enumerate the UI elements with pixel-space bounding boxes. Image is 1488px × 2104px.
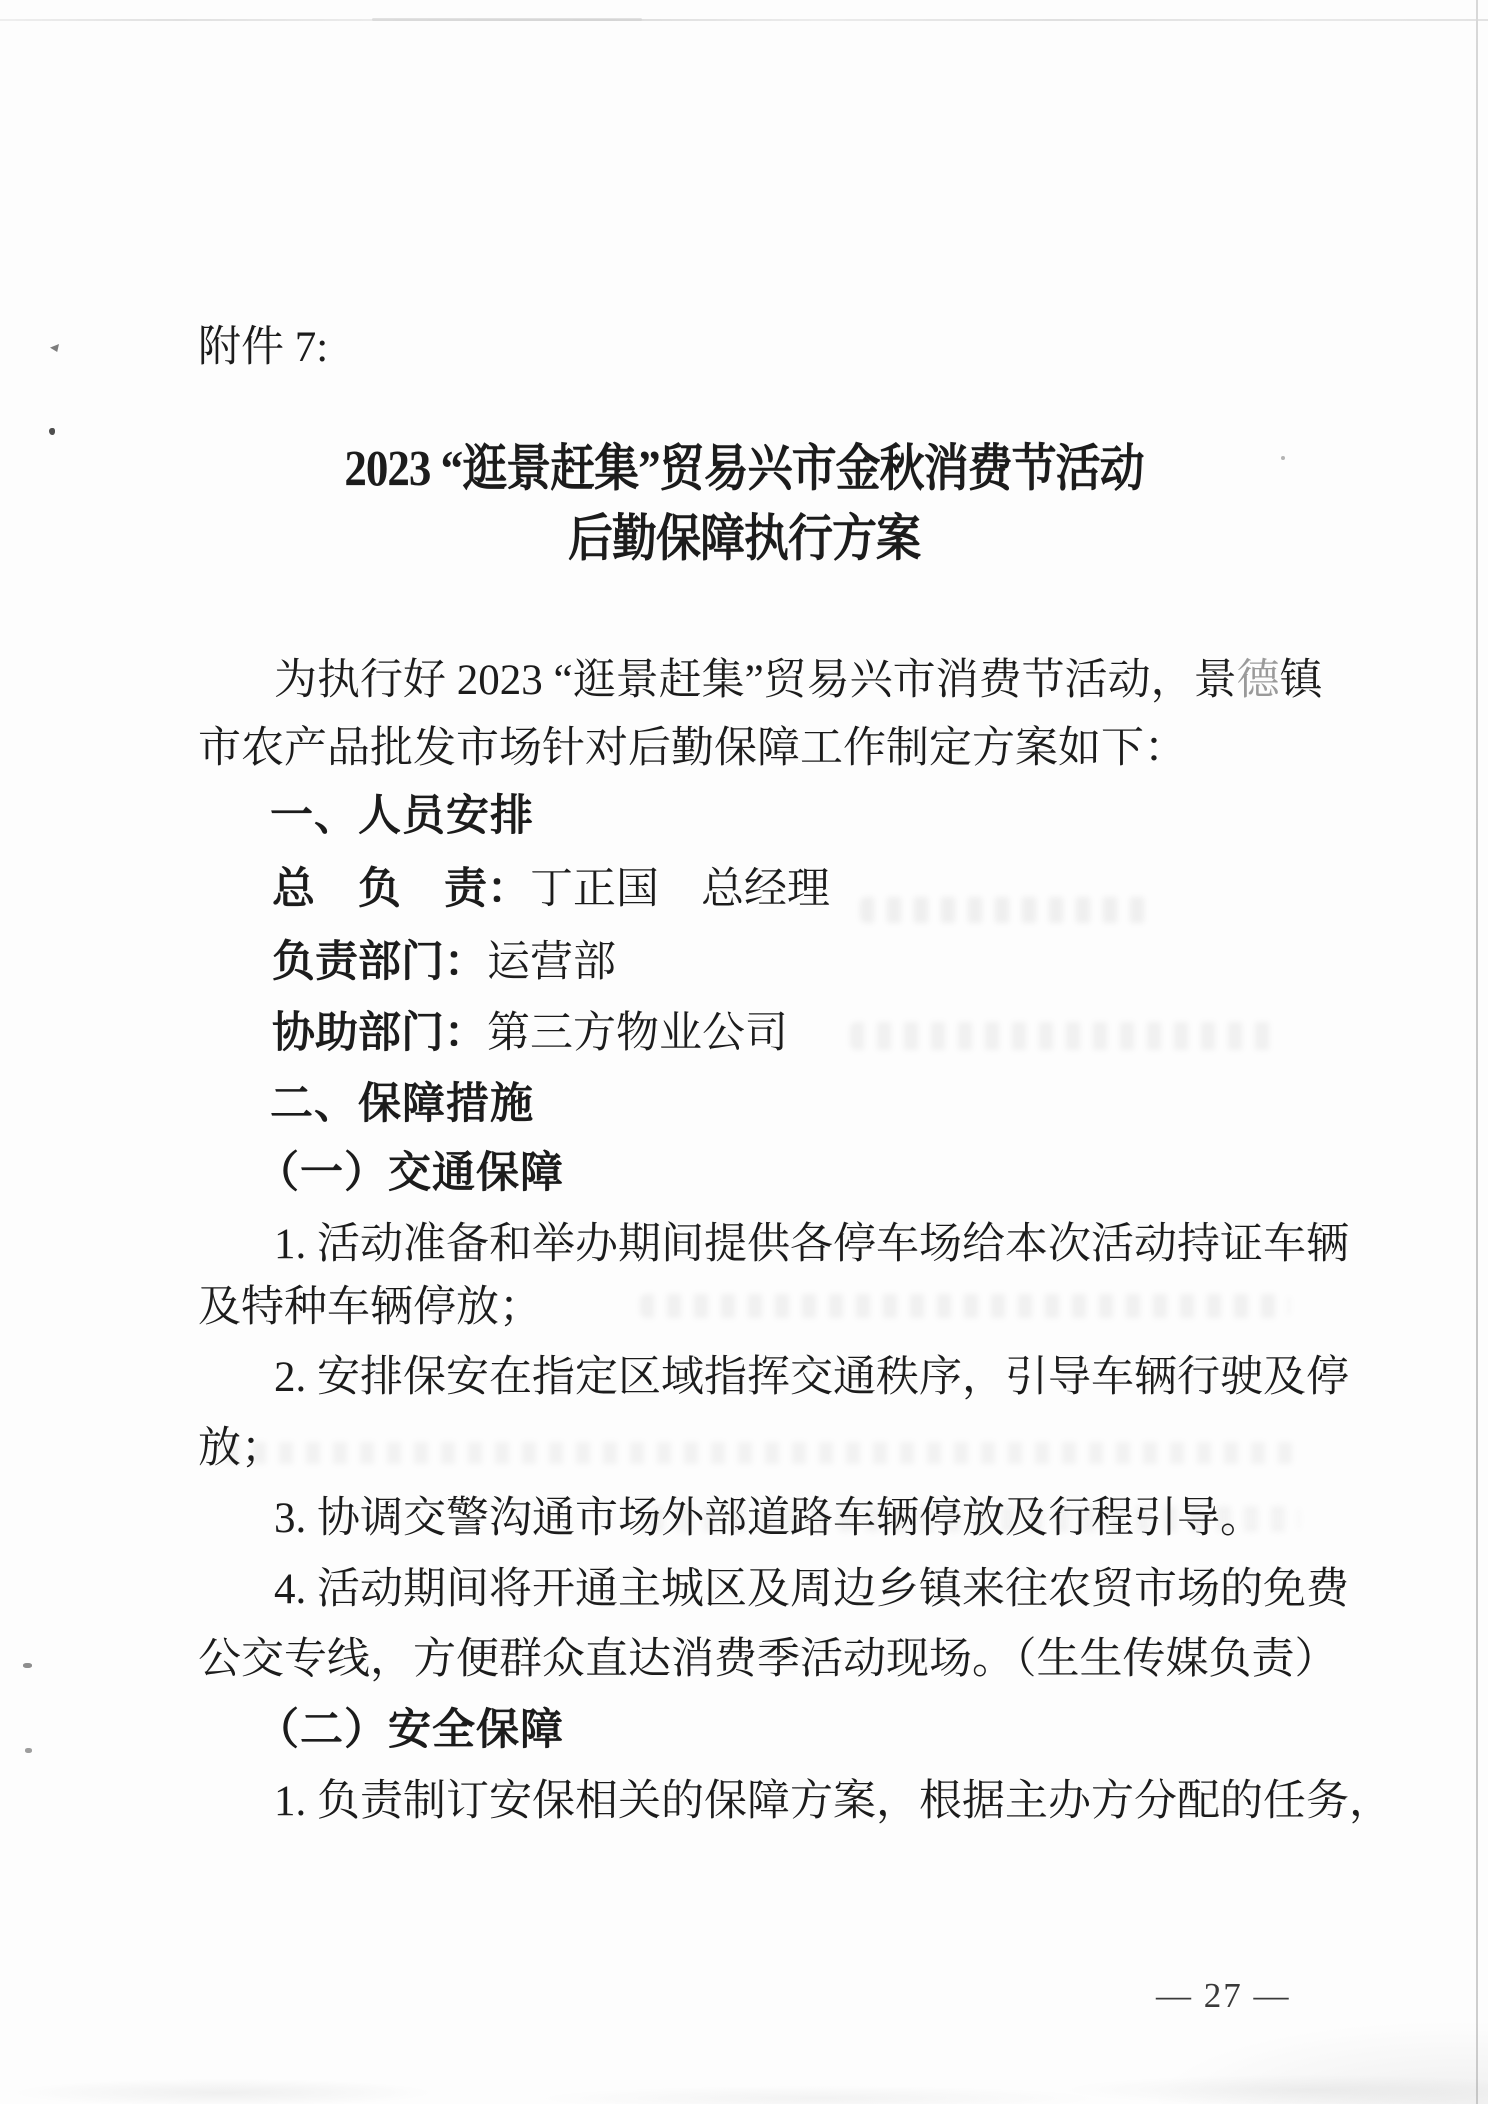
scan-top-edge-line <box>0 19 1488 21</box>
traffic-item1-line2: 及特种车辆停放； <box>198 1284 542 1331</box>
scan-right-edge-line <box>1476 0 1478 2104</box>
ink-bleed-smudge <box>860 897 1150 923</box>
traffic-item4-line2: 公交专线，方便群众直达消费季活动现场。（生生传媒负责） <box>198 1636 1338 1683</box>
scan-speck <box>25 1748 32 1753</box>
scan-speck <box>23 1663 32 1668</box>
document-title-line2: 后勤保障执行方案 <box>567 510 920 567</box>
lead-responsible-label: 总 负 责： <box>272 866 530 913</box>
section2-heading: 二、保障措施 <box>270 1080 534 1128</box>
scan-bottom-noise <box>0 2048 1488 2104</box>
attachment-label: 附件 7: <box>198 324 329 371</box>
intro-text: 镇 <box>1279 657 1323 704</box>
traffic-item2-line2: 放； <box>198 1425 284 1472</box>
traffic-item2-line1: 2. 安排保安在指定区域指挥交通秩序，引导车辆行驶及停 <box>274 1354 1349 1401</box>
scan-corner-shade <box>1150 2020 1488 2104</box>
assisting-department-value: 第三方物业公司 <box>487 1010 788 1057</box>
intro-text: 为执行好 2023 “逛景赶集”贸易兴市消费节活动，景 <box>274 657 1237 704</box>
scan-speck <box>50 344 59 352</box>
lead-responsible-title: 总经理 <box>701 866 830 913</box>
responsible-department-line <box>272 941 616 984</box>
subsection1-heading: （一）交通保障 <box>256 1150 564 1197</box>
intro-faded-character: 德 <box>1236 657 1280 704</box>
document-title-line1: 2023 “逛景赶集”贸易兴市金秋消费节活动 <box>344 440 1144 497</box>
section1-heading: 一、人员安排 <box>270 792 534 840</box>
assisting-department-label: 协助部门： <box>272 1010 487 1057</box>
traffic-item4-line1: 4. 活动期间将开通主城区及周边乡镇来往农贸市场的免费 <box>274 1566 1349 1613</box>
responsible-department-label: 负责部门： <box>272 939 487 986</box>
security-item1: 1. 负责制订安保相关的保障方案，根据主办方分配的任务， <box>274 1778 1392 1825</box>
ink-bleed-smudge <box>225 1442 1295 1464</box>
subsection2-heading: （二）安全保障 <box>256 1707 564 1754</box>
page-number: — 27 — <box>1156 1976 1291 2015</box>
ink-bleed-smudge <box>850 1022 1280 1050</box>
lead-responsible-name: 丁正国 <box>530 866 659 913</box>
document-subtitle <box>174 510 1314 567</box>
assisting-department-line <box>272 1012 788 1055</box>
responsible-department-value: 运营部 <box>487 939 616 986</box>
ink-bleed-smudge <box>640 1294 1290 1318</box>
intro-paragraph-line1 <box>274 659 1323 702</box>
lead-responsible-line <box>272 868 830 911</box>
document-title <box>174 440 1314 497</box>
scan-top-edge-dash <box>372 18 642 21</box>
intro-paragraph-line2: 市农产品批发市场针对后勤保障工作制定方案如下： <box>198 725 1187 772</box>
scan-speck <box>49 428 55 435</box>
traffic-item3: 3. 协调交警沟通市场外部道路车辆停放及行程引导。 <box>274 1495 1263 1542</box>
traffic-item1-line1: 1. 活动准备和举办期间提供各停车场给本次活动持证车辆 <box>274 1221 1349 1268</box>
